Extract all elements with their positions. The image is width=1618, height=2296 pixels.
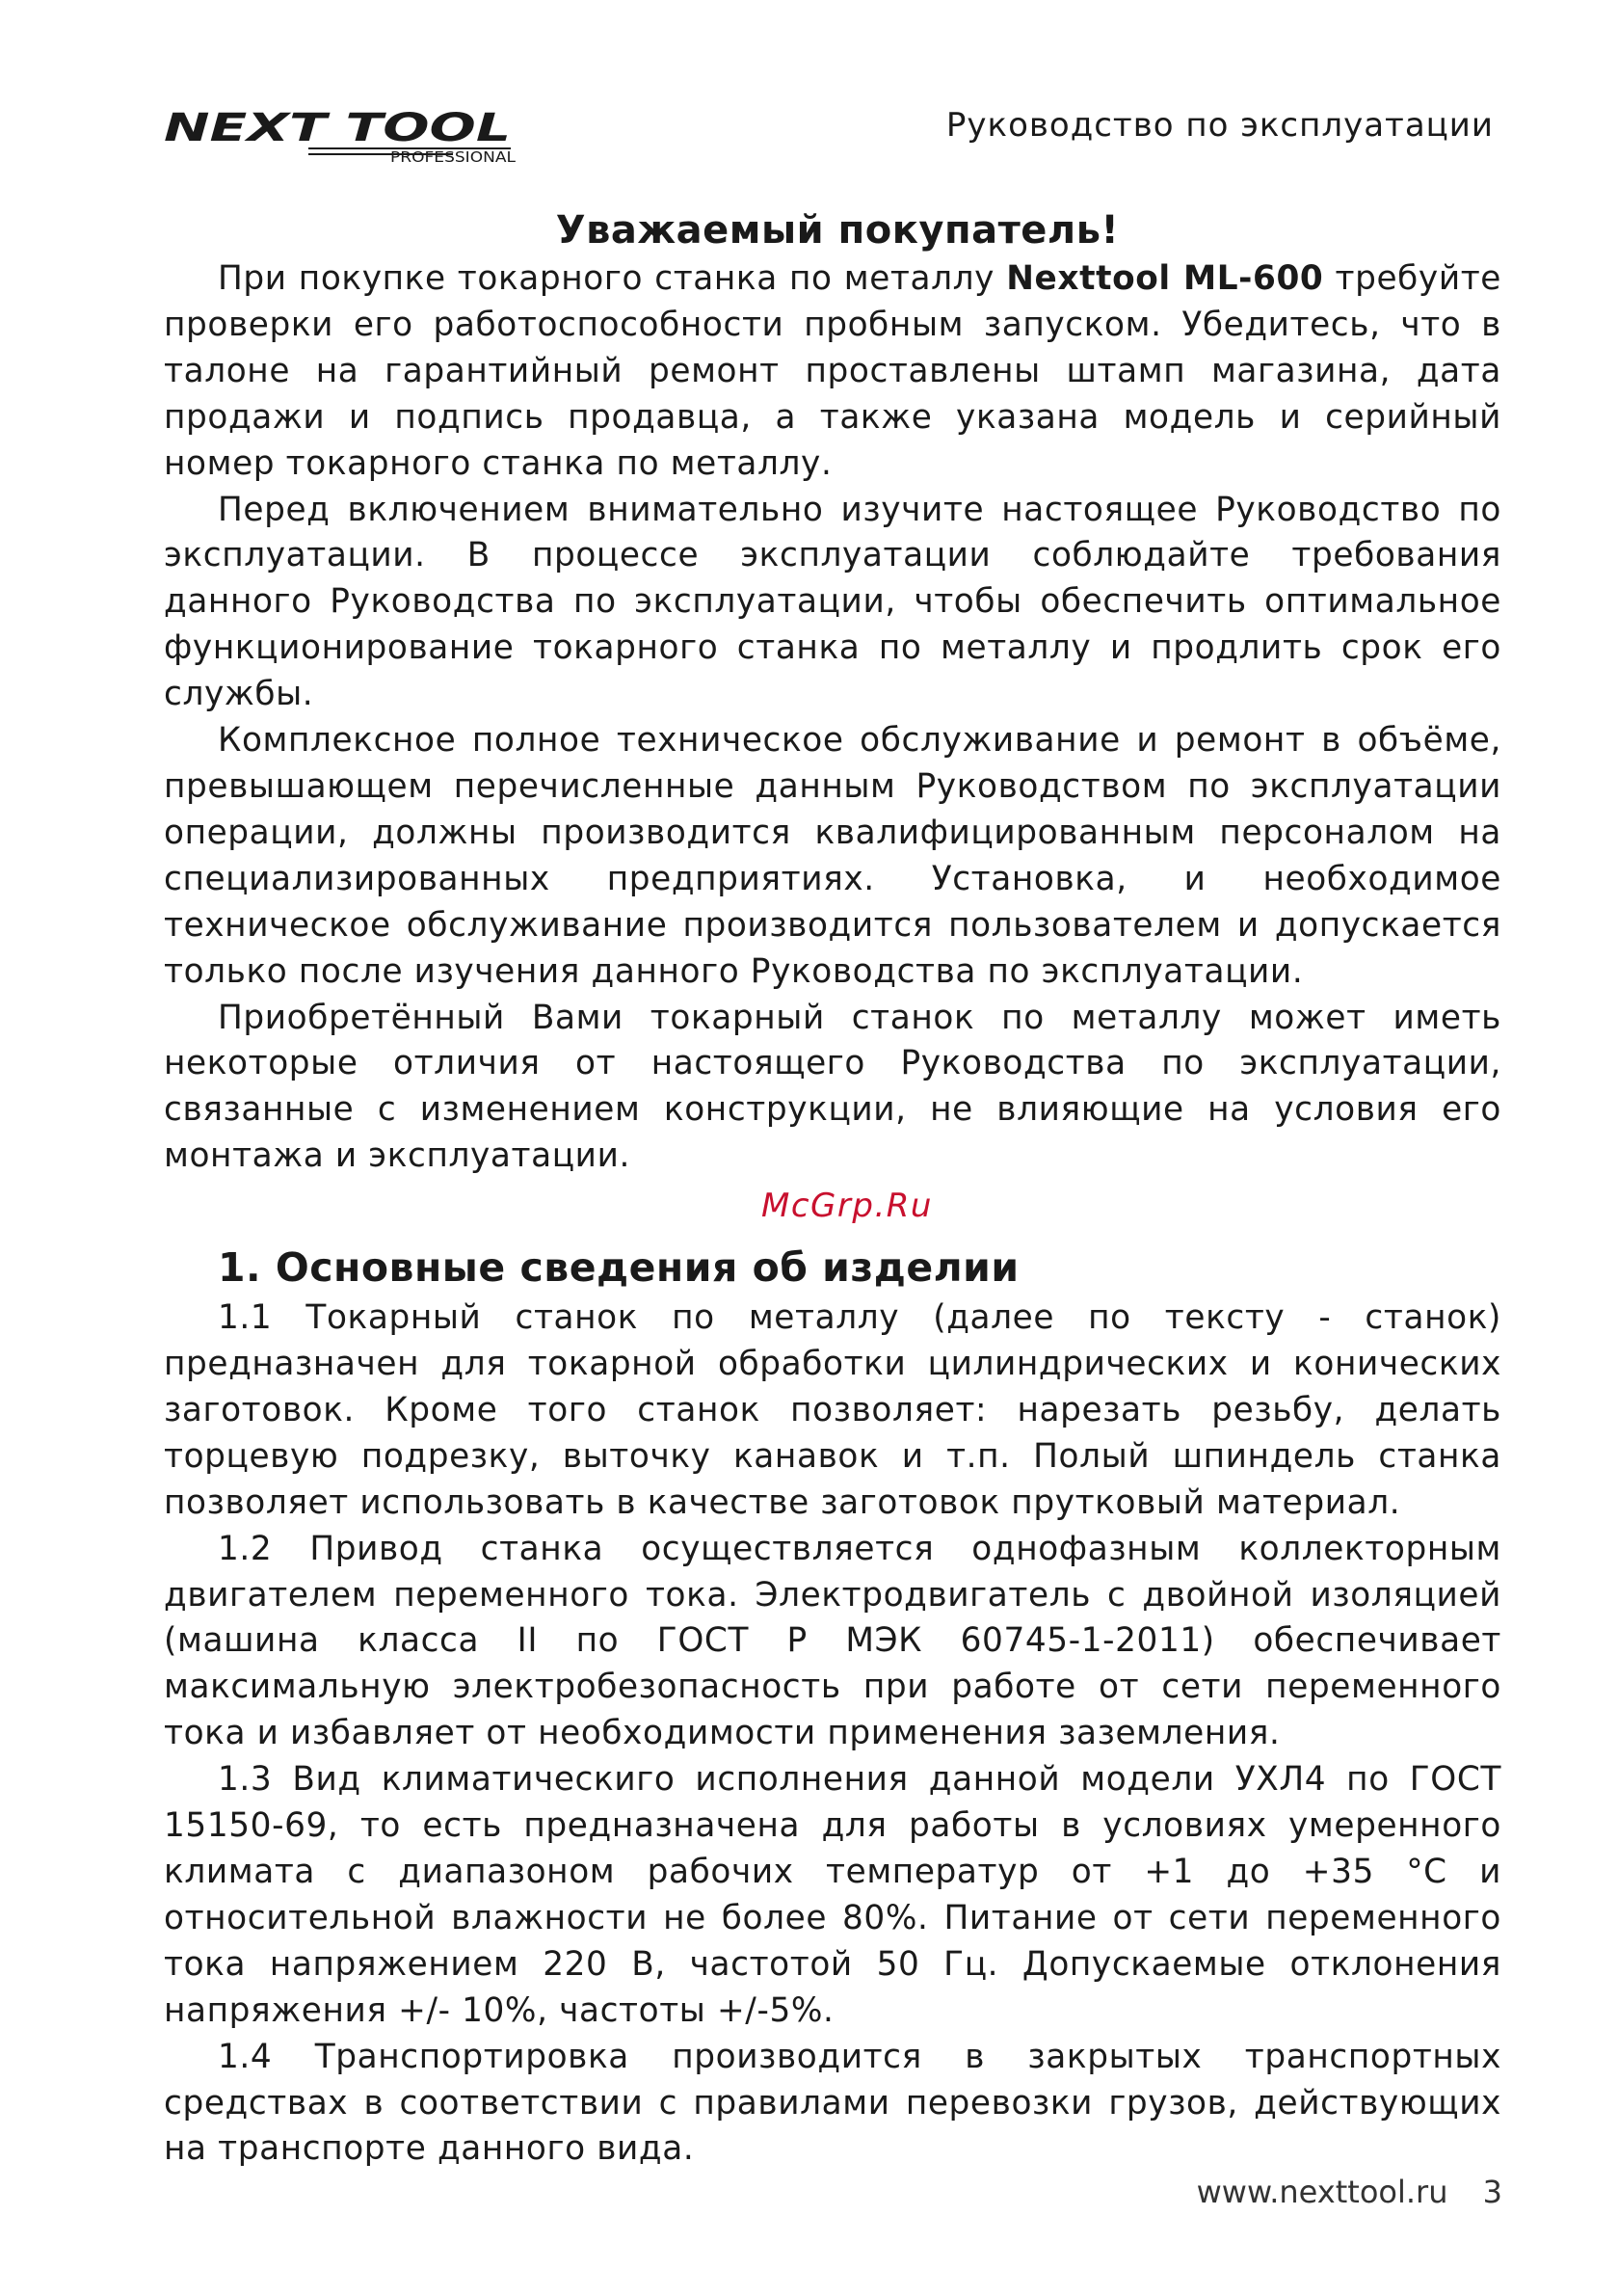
intro-paragraph-1: При покупке токарного станка по металлу Nexttool ML-600 требуйте проверки его работоспособности пробным запуском. Убедитесь, что в талоне на гарантийный ремонт проставлены штамп магазина, дата продажи и подпись продавца, а также указана модель и серийный номер токарного станка по металлу. xyxy=(164,259,1501,483)
section-item-1-2: 1.2 Привод станка осуществляется однофазным коллекторным двигателем переменного тока. Электродвигатель с двойной изоляцией (машина класса II по ГОСТ Р МЭК 60745-1-2011) обеспечивает максимальную электробезопасность при работе от сети переменного тока и избавляет от необходимости применения заземления. xyxy=(164,1529,1501,1753)
svg-text:NEXT TOOL: NEXT TOOL xyxy=(164,106,511,150)
nexttool-logo xyxy=(164,104,520,166)
intro-paragraph-4: Приобретённый Вами токарный станок по металлу может иметь некоторые отличия от настоящего Руководства по эксплуатации, связанные с изменением конструкции, не влияющие на условия его монтажа и эксплуатации. xyxy=(164,998,1501,1176)
section-item-1-4: 1.4 Транспортировка производится в закрытых транспортных средствах в соответствии с правилами перевозки грузов, действующих на транспорте данного вида. xyxy=(164,2037,1501,2169)
section-item-1-1: 1.1 Токарный станок по металлу (далее по тексту - станок) предназначен для токарной обработки цилиндрических и конических заготовок. Кроме того станок позволяет: нарезать резьбу, делать торцевую подрезку, выточку канавок и т.п. Полый шпиндель станка позволяет использовать в качестве заготовок прутковый материал. xyxy=(164,1298,1501,1522)
page-header xyxy=(164,104,1494,172)
watermark-text: McGrp.Ru xyxy=(761,1187,933,1226)
greeting-heading: Уважаемый покупатель! xyxy=(555,208,1120,253)
section-item-1-3: 1.3 Вид климатическиго исполнения данной модели УХЛ4 по ГОСТ 15150-69, то есть предназначена для работы в условиях умеренного климата с диапазоном рабочих температур от +1 до +35 °С и относительной влажности не более 80%. Питание от сети переменного тока напряжением 220 В, частотой 50 Гц. Допускаемые отклонения напряжения +/- 10%, частоты +/-5%. xyxy=(164,1760,1501,2030)
intro-paragraph-2: Перед включением внимательно изучите настоящее Руководство по эксплуатации. В процессе эксплуатации соблюдайте требования данного Руководства по эксплуатации, чтобы обеспечить оптимальное функционирование токарного станка по металлу и продлить срок его службы. xyxy=(164,490,1501,714)
intro-paragraph-3: Комплексное полное техническое обслуживание и ремонт в объёме, превышающем перечисленные данным Руководством по эксплуатации операции, должны производится квалифицированным персоналом на специализированных предприятиях. Установка, и необходимое техническое обслуживание производится пользователем и допускается только после изучения данного Руководства по эксплуатации. xyxy=(164,721,1501,991)
page-content xyxy=(164,204,1501,2173)
section-heading: 1. Основные сведения об изделии xyxy=(218,1244,1020,1292)
page-number: 3 xyxy=(1482,2174,1502,2210)
product-model: Nexttool ML-600 xyxy=(1006,259,1324,298)
website-link[interactable]: www.nexttool.ru xyxy=(1196,2174,1448,2210)
svg-text:PROFESSIONAL: PROFESSIONAL xyxy=(390,148,517,166)
page-footer xyxy=(1197,2174,1502,2210)
manual-title: Руководство по эксплуатации xyxy=(945,106,1494,145)
